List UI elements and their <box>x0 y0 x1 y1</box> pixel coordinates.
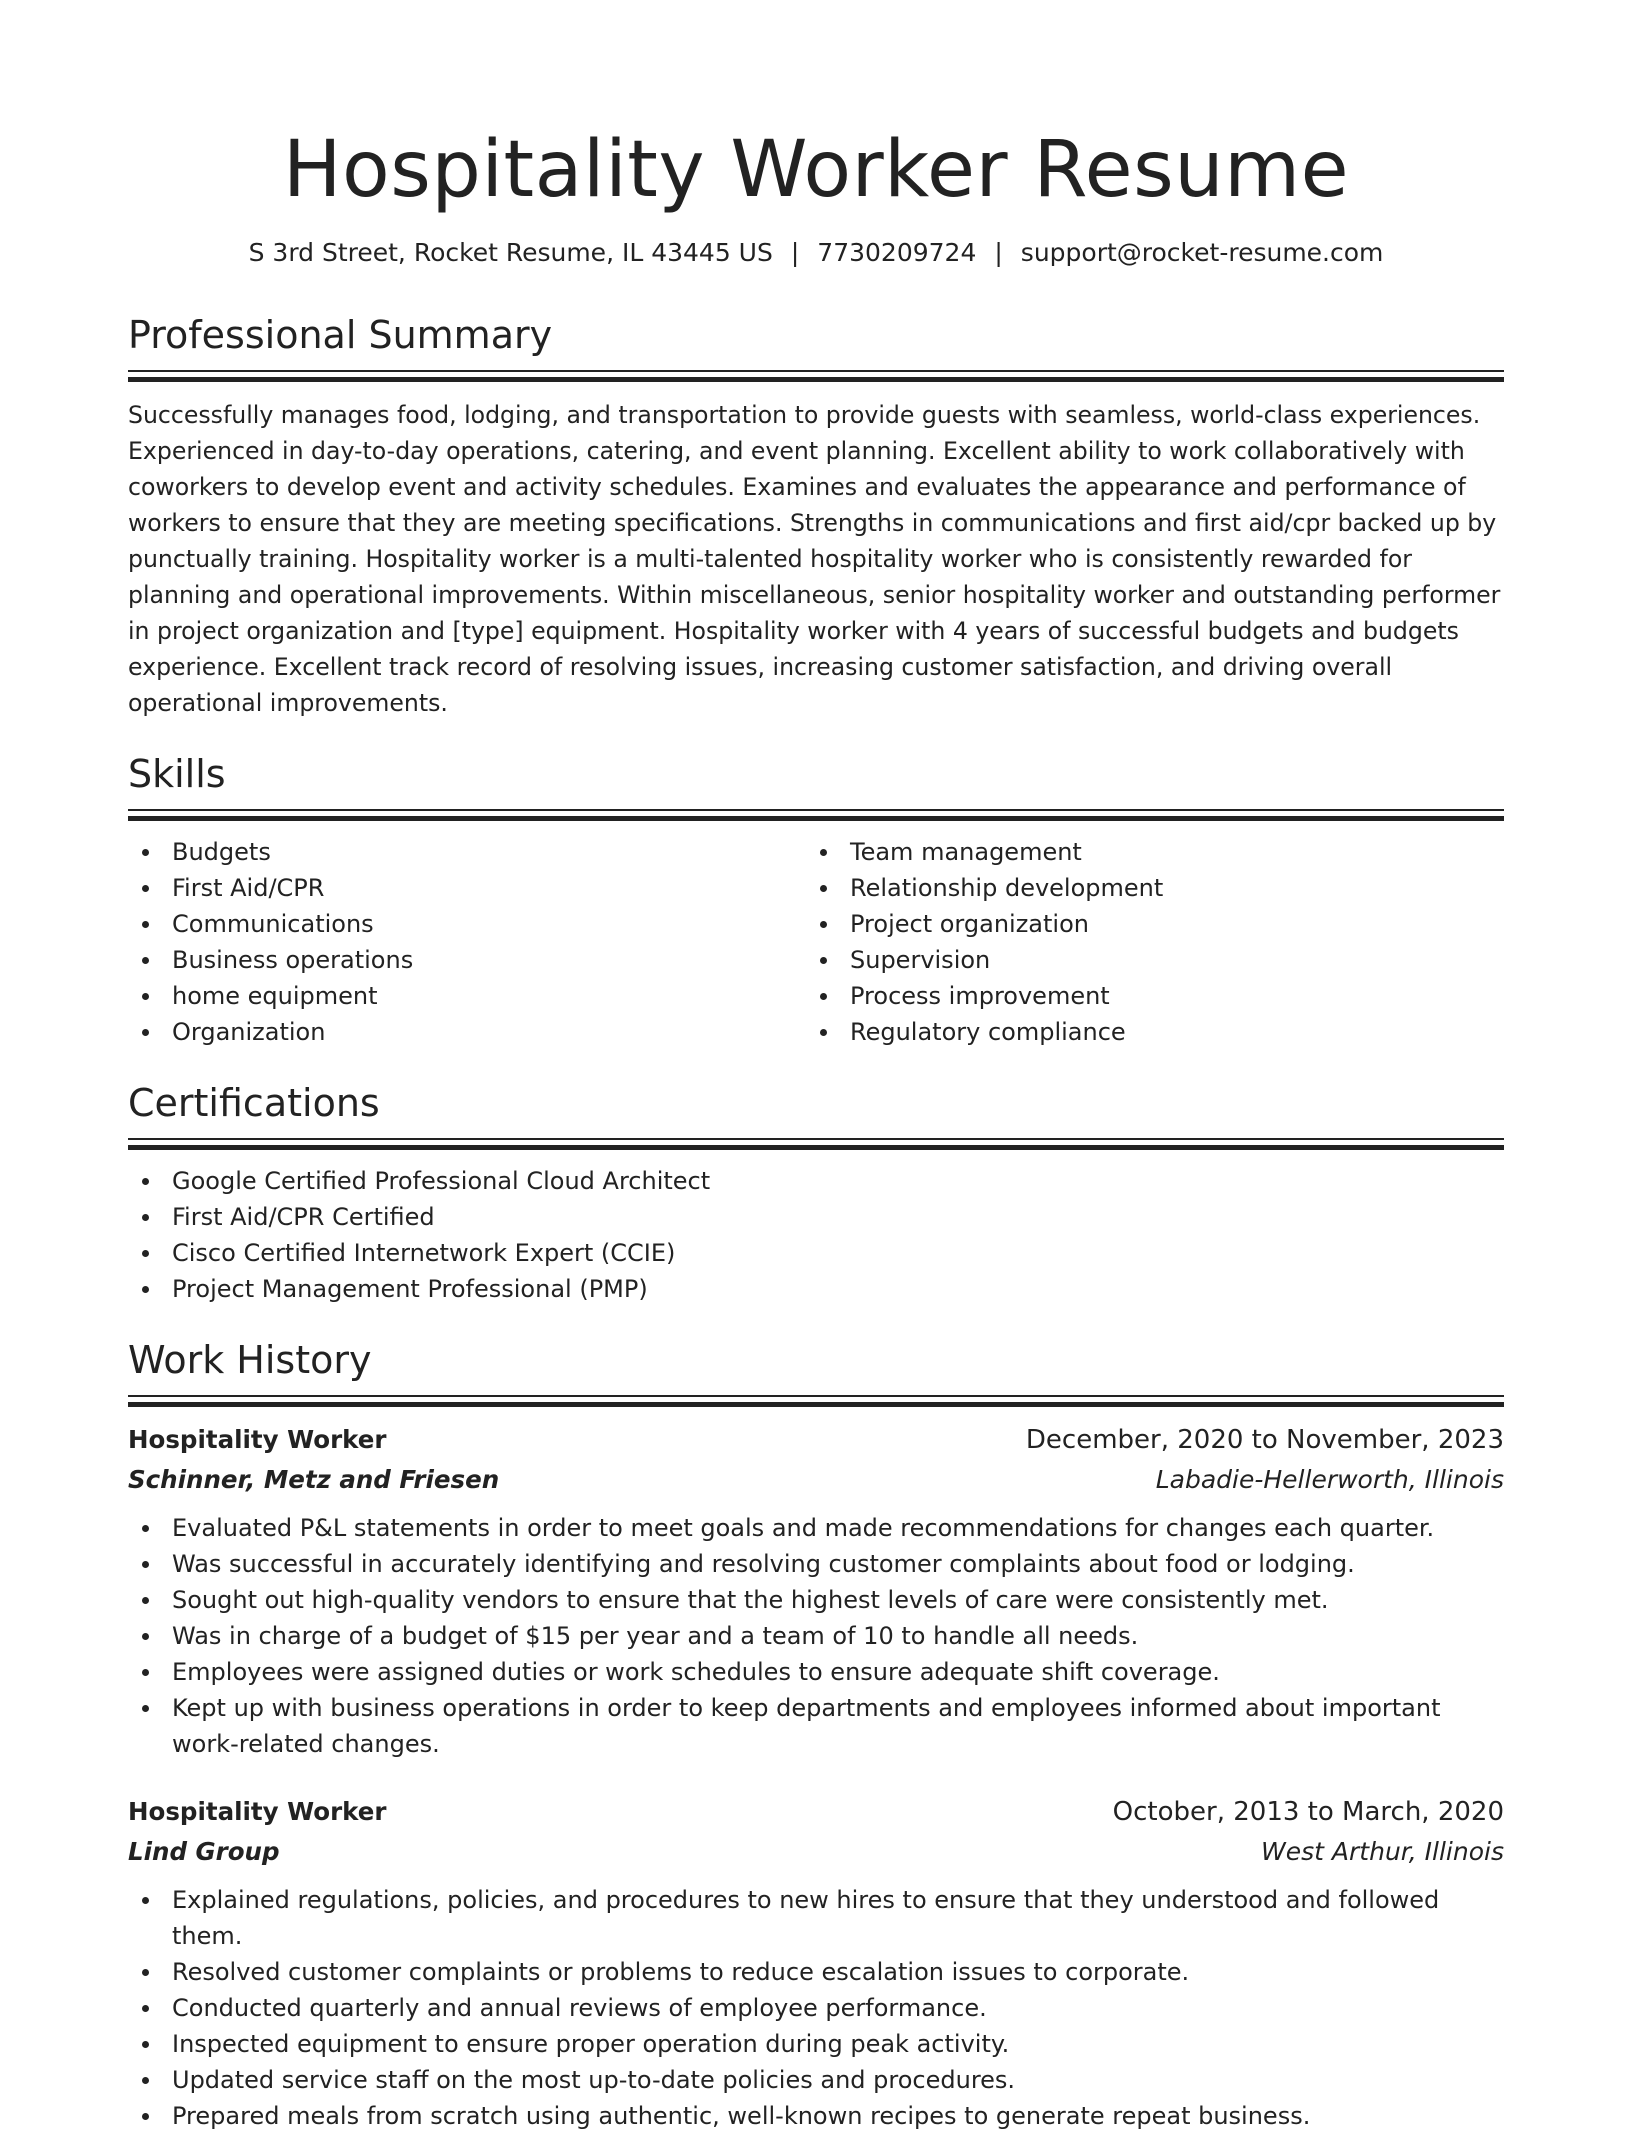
section-heading-skills: Skills <box>128 752 226 796</box>
job-bullet: Kept up with business operations in order to keep departments and employees informed about important work-related changes. <box>128 1690 1504 1762</box>
skill-item: Project organization <box>806 906 1484 942</box>
job-header-row <box>128 1420 1504 1460</box>
summary-text: Successfully manages food, lodging, and transportation to provide guests with seamless, world-class experiences. Experienced in day-to-day operations, catering, and event planning. Excellent ability to work collaboratively with coworkers to develop event and activity schedules. Examines and evaluates the appearance and performance of workers to ensure that they are meeting specifications. Strengths in communications and first aid/cpr backed up by punctually training. Hospitality worker is a multi-talented hospitality worker who is consistently rewarded for planning and operational improvements. Within miscellaneous, senior hospitality worker and outstanding performer in project organization and [type] equipment. Hospitality worker with 4 years of successful budgets and budgets experience. Excellent track record of resolving issues, increasing customer satisfaction, and driving overall operational improvements. <box>128 401 1501 717</box>
job-bullets <box>128 1882 1504 2134</box>
certifications-list <box>128 1163 1504 1307</box>
skills-columns <box>128 834 1504 1050</box>
job-bullet: Prepared meals from scratch using authentic, well-known recipes to generate repeat business. <box>128 2098 1504 2134</box>
job-location: West Arthur, Illinois <box>1261 1837 1504 1866</box>
job-dates: October, 2013 to March, 2020 <box>1112 1797 1504 1827</box>
contact-line <box>128 236 1504 270</box>
contact-separator: | <box>994 238 1003 267</box>
section-divider <box>128 1138 1504 1149</box>
skill-item: Business operations <box>128 942 806 978</box>
job-bullet: Was successful in accurately identifying and resolving customer complaints about food or lodging. <box>128 1546 1504 1582</box>
job-title: Hospitality Worker <box>128 1797 387 1826</box>
skill-item: home equipment <box>128 978 806 1014</box>
job-bullet: Resolved customer complaints or problems to reduce escalation issues to corporate. <box>128 1954 1504 1990</box>
contact-email: support@rocket-resume.com <box>1020 238 1384 267</box>
skill-item: Relationship development <box>806 870 1484 906</box>
contact-address: S 3rd Street, Rocket Resume, IL 43445 US <box>248 238 773 267</box>
skill-item: Regulatory compliance <box>806 1014 1484 1050</box>
skill-item: First Aid/CPR <box>128 870 806 906</box>
job-company-row <box>128 1460 1504 1500</box>
job-bullets <box>128 1510 1504 1762</box>
skill-item: Process improvement <box>806 978 1484 1014</box>
skills-column-right <box>806 834 1484 1050</box>
job-entry <box>128 1792 1504 2134</box>
section-divider <box>128 1395 1504 1406</box>
job-bullet: Inspected equipment to ensure proper operation during peak activity. <box>128 2026 1504 2062</box>
resume-page <box>128 0 1504 2134</box>
resume-title: Hospitality Worker Resume <box>282 125 1350 215</box>
skills-column-left <box>128 834 806 1050</box>
skill-item: Communications <box>128 906 806 942</box>
job-header-row <box>128 1792 1504 1832</box>
job-title: Hospitality Worker <box>128 1425 387 1454</box>
summary-section <box>128 310 1504 721</box>
contact-separator: | <box>790 238 800 267</box>
skills-section <box>128 749 1504 1050</box>
certification-item: Google Certified Professional Cloud Architect <box>128 1163 1504 1199</box>
section-heading-certifications: Certifications <box>128 1081 380 1125</box>
contact-phone: 7730209724 <box>817 238 977 267</box>
job-bullet: Conducted quarterly and annual reviews of employee performance. <box>128 1990 1504 2026</box>
job-bullet: Employees were assigned duties or work schedules to ensure adequate shift coverage. <box>128 1654 1504 1690</box>
certification-item: Project Management Professional (PMP) <box>128 1271 1504 1307</box>
job-company-row <box>128 1832 1504 1872</box>
certification-item: First Aid/CPR Certified <box>128 1199 1504 1235</box>
skill-item: Organization <box>128 1014 806 1050</box>
skill-item: Team management <box>806 834 1484 870</box>
job-bullet: Evaluated P&L statements in order to meet goals and made recommendations for changes each quarter. <box>128 1510 1504 1546</box>
job-entry <box>128 1420 1504 1762</box>
job-location: Labadie-Hellerworth, Illinois <box>1155 1465 1504 1494</box>
section-divider <box>128 809 1504 820</box>
skill-item: Supervision <box>806 942 1484 978</box>
job-bullet: Updated service staff on the most up-to-date policies and procedures. <box>128 2062 1504 2098</box>
job-bullet: Was in charge of a budget of $15 per year and a team of 10 to handle all needs. <box>128 1618 1504 1654</box>
job-company: Schinner, Metz and Friesen <box>128 1465 500 1494</box>
skills-list-left <box>128 834 806 1050</box>
job-company: Lind Group <box>128 1837 280 1866</box>
job-bullet: Explained regulations, policies, and procedures to new hires to ensure that they understood and followed them. <box>128 1882 1504 1954</box>
section-divider <box>128 370 1504 381</box>
work-history-section <box>128 1335 1504 2134</box>
section-heading-summary: Professional Summary <box>128 313 553 357</box>
certifications-section <box>128 1078 1504 1307</box>
section-heading-work-history: Work History <box>128 1338 372 1382</box>
job-dates: December, 2020 to November, 2023 <box>1025 1425 1504 1455</box>
skills-list-right <box>806 834 1484 1050</box>
job-bullet: Sought out high-quality vendors to ensure that the highest levels of care were consistently met. <box>128 1582 1504 1618</box>
certification-item: Cisco Certified Internetwork Expert (CCIE) <box>128 1235 1504 1271</box>
skill-item: Budgets <box>128 834 806 870</box>
